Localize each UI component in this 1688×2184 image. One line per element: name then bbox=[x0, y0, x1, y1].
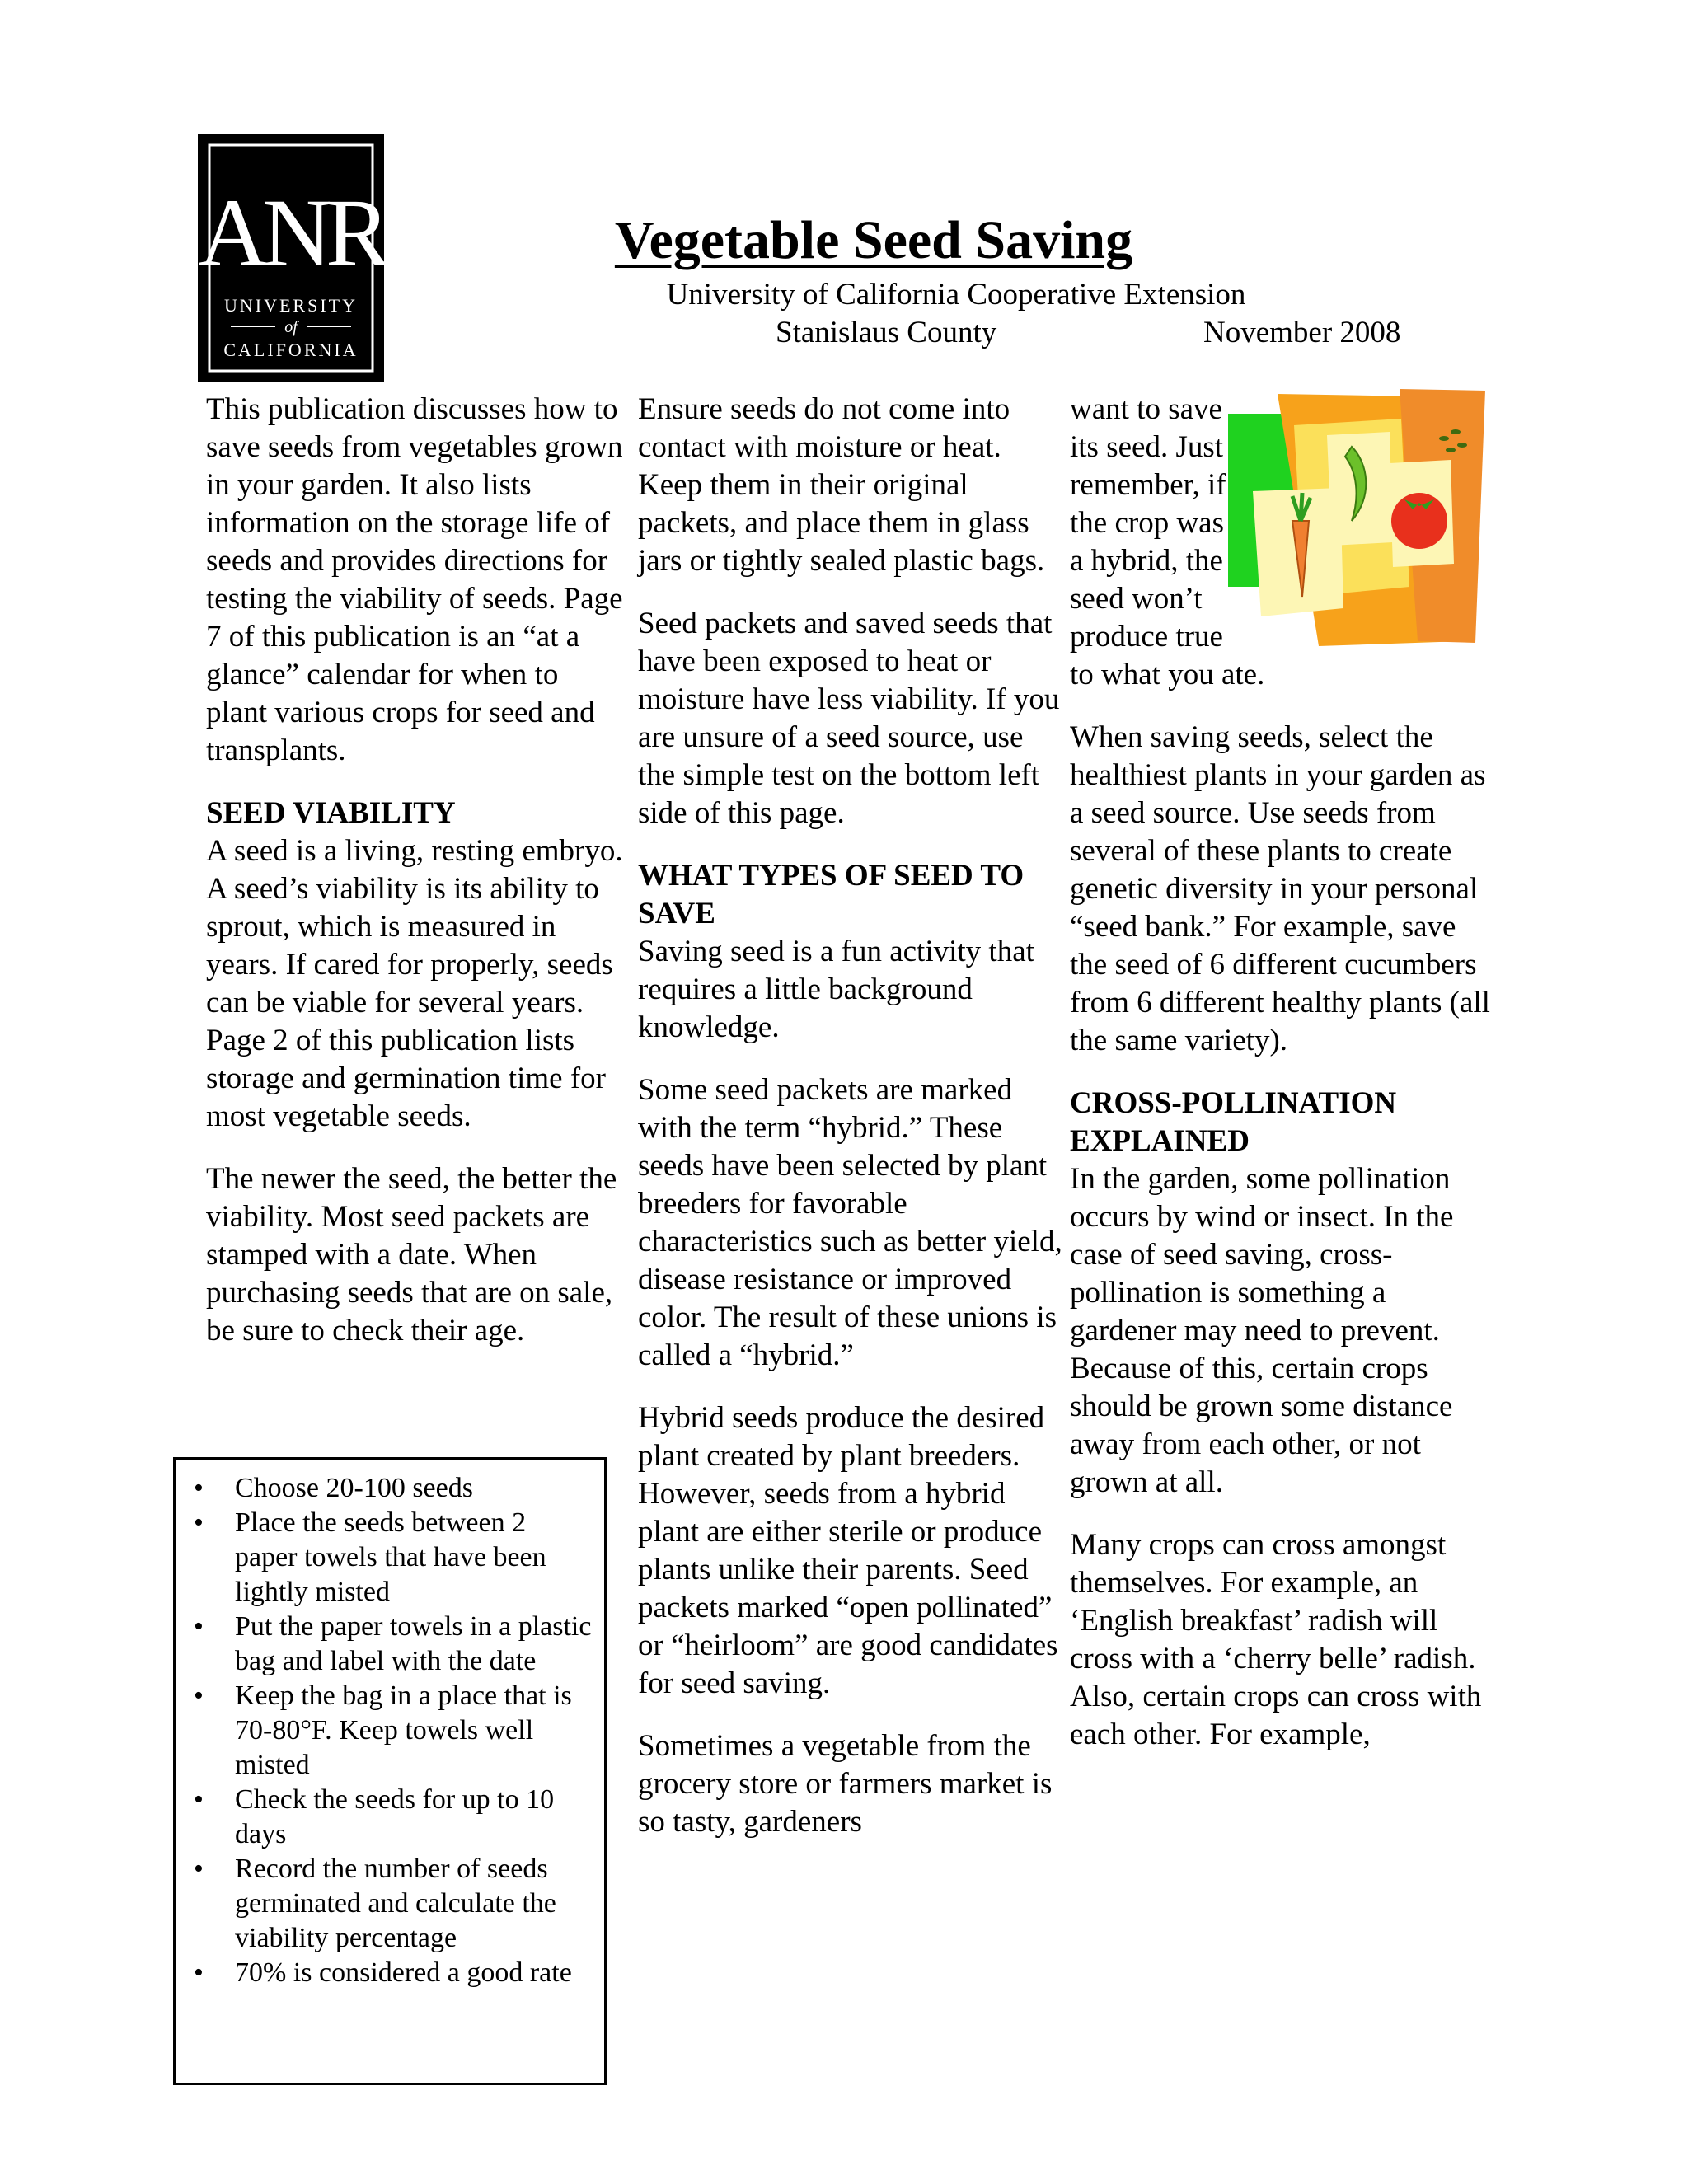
publication-date: November 2008 bbox=[1203, 316, 1401, 349]
logo-of: of bbox=[284, 318, 298, 336]
bullet-icon: • bbox=[194, 1473, 204, 1503]
list-item: • Check the seeds for up to 10 days bbox=[187, 1783, 593, 1852]
bullet-icon: • bbox=[194, 1507, 204, 1538]
newer-seed-paragraph: The newer the seed, the better the viability. Most seed packets are stamped with a date. When purchasing seeds that are on sale, be sure to check their age. bbox=[206, 1162, 617, 1347]
bullet-icon: • bbox=[194, 1957, 204, 1988]
hybrid-term-paragraph: Some seed packets are marked with the term “hybrid.” These seeds have been selected by plant breeders for favorable characteristics such as better yield, disease resistance or improved color. The result of these unions is called a “hybrid.” bbox=[638, 1073, 1062, 1372]
viability-test-box bbox=[173, 1457, 607, 2085]
hybrid-reminder-paragraph: want to save its seed. Just remember, if the crop was a hybrid, the seed won’t produce true to what you ate. bbox=[1070, 392, 1265, 691]
intro-paragraph: This publication discusses how to save seeds from vegetables grown in your garden. It also lists information on the storage life of seeds and provides directions for testing the viability of seeds. Page 7 of this publication is an “at a glance” calendar for when to plant various crops for seed and transplants. bbox=[206, 392, 623, 767]
list-item: • Place the seeds between 2 paper towels that have been lightly misted bbox=[187, 1506, 593, 1610]
page-title: Vegetable Seed Saving bbox=[614, 210, 1133, 270]
bullet-icon: • bbox=[194, 1680, 204, 1711]
grocery-paragraph: Sometimes a vegetable from the grocery store or farmers market is so tasty, gardeners bbox=[638, 1729, 1053, 1839]
pollination-paragraph: In the garden, some pollination occurs by wind or insect. In the case of seed saving, cross-pollination is something a gardener may need to prevent. Because of this, certain crops should be grown some distance away from each other, or not grown at all. bbox=[1070, 1162, 1454, 1499]
column-2 bbox=[638, 391, 1067, 1866]
cross-pollination-heading: CROSS-POLLINATION EXPLAINED bbox=[1070, 1086, 1397, 1158]
county: Stanislaus County bbox=[776, 316, 997, 349]
bullet-icon: • bbox=[194, 1611, 204, 1642]
publisher: University of California Cooperative Extension bbox=[666, 278, 1246, 312]
column-1 bbox=[206, 391, 626, 1375]
graphic-spacer bbox=[1231, 391, 1490, 638]
seed-viability-heading: SEED VIABILITY bbox=[206, 796, 456, 830]
logo-california: CALIFORNIA bbox=[223, 340, 359, 360]
list-item: • Put the paper towels in a plastic bag and label with the date bbox=[187, 1610, 593, 1679]
crops-cross-paragraph: Many crops can cross amongst themselves. For example, an ‘English breakfast’ radish will cross with a ‘cherry belle’ radish. Also, certain crops can cross with each other. For example, bbox=[1070, 1528, 1482, 1751]
list-item: • Record the number of seeds germinated and calculate the viability percentage bbox=[187, 1852, 593, 1956]
list-item: • Choose 20-100 seeds bbox=[187, 1471, 593, 1506]
column-3 bbox=[1070, 391, 1490, 1779]
logo-university: UNIVERSITY bbox=[224, 295, 358, 316]
storage-paragraph: Ensure seeds do not come into contact with moisture or heat. Keep them in their original packets, and place them in glass jars or tightly sealed plastic bags. bbox=[638, 392, 1045, 578]
hybrid-seeds-paragraph: Hybrid seeds produce the desired plant created by plant breeders. However, seeds from a hybrid plant are either sterile or produce plants unlike their parents. Seed packets marked “open pollinated” or “heirloom” are good candidates for seed saving. bbox=[638, 1401, 1058, 1700]
fun-activity-paragraph: Saving seed is a fun activity that requires a little background knowledge. bbox=[638, 935, 1034, 1044]
types-heading: WHAT TYPES OF SEED TO SAVE bbox=[638, 859, 1025, 930]
bullet-icon: • bbox=[194, 1854, 204, 1884]
viability-test-list bbox=[187, 1471, 593, 1990]
list-item: • 70% is considered a good rate bbox=[187, 1956, 593, 1990]
exposure-paragraph: Seed packets and saved seeds that have been exposed to heat or moisture have less viability. If you are unsure of a seed source, use the simple test on the bottom left side of this page. bbox=[638, 607, 1060, 830]
anr-logo bbox=[198, 134, 384, 382]
select-plants-paragraph: When saving seeds, select the healthiest plants in your garden as a seed source. Use seeds from several of these plants to create genetic diversity in your personal “seed bank.” For example, save the seed of 6 different cucumbers from 6 different healthy plants (all the same variety). bbox=[1070, 720, 1490, 1057]
bullet-icon: • bbox=[194, 1784, 204, 1815]
list-item: • Keep the bag in a place that is 70-80°F. Keep towels well misted bbox=[187, 1679, 593, 1783]
seed-viability-paragraph: A seed is a living, resting embryo. A seed’s viability is its ability to sprout, which is measured in years. If cared for properly, seeds can be viable for several years. Page 2 of this publication lists storage and germination time for most vegetable seeds. bbox=[206, 834, 623, 1133]
logo-letters: ANR bbox=[198, 179, 384, 287]
